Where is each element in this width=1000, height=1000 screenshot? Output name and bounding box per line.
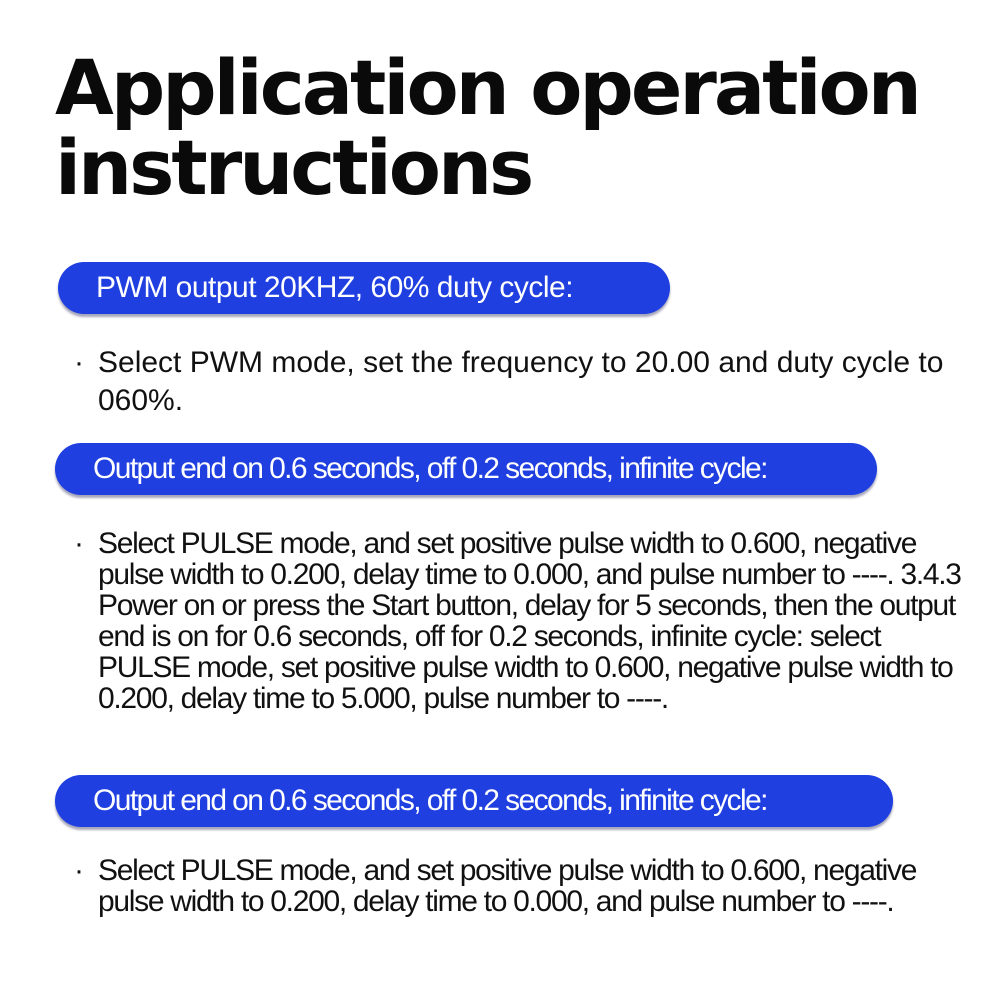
bullet-icon: · [74,527,83,560]
section-text-pwm [74,344,954,420]
section-text-pulse-1 [74,528,974,714]
title-line-2: instructions [55,123,532,212]
page-title [55,43,919,212]
section-heading-label: PWM output 20KHZ, 60% duty cycle: [96,271,574,304]
section-body: Select PULSE mode, and set positive pulse width to 0.600, negative pulse width to 0.200, delay time to 0.000, and pulse number to ----. 3.4.3 Power on or press the Start button, delay for 5 seconds, then the output end is on for 0.6 seconds, off for 0.2 seconds, infinite cycle: select PULSE mode, set positive pulse width to 0.600, negative pulse width to 0.200, delay time to 5.000, pulse number to ----. [98,527,961,715]
section-text-pulse-2 [74,855,954,917]
section-heading-label: Output end on 0.6 seconds, off 0.2 seconds, infinite cycle: [93,452,767,485]
section-heading-pulse-1 [55,443,877,495]
section-body: Select PULSE mode, and set positive pulse width to 0.600, negative pulse width to 0.200, delay time to 0.000, and pulse number to ----. [98,854,917,918]
bullet-icon: · [74,854,83,887]
title-line-1: Application operation [55,43,919,132]
bullet-icon: · [74,346,84,379]
section-body: Select PWM mode, set the frequency to 20.00 and duty cycle to 060%. [98,346,944,417]
section-heading-label: Output end on 0.6 seconds, off 0.2 seconds, infinite cycle: [93,784,767,817]
section-heading-pulse-2 [55,775,893,827]
section-heading-pwm [58,262,670,314]
